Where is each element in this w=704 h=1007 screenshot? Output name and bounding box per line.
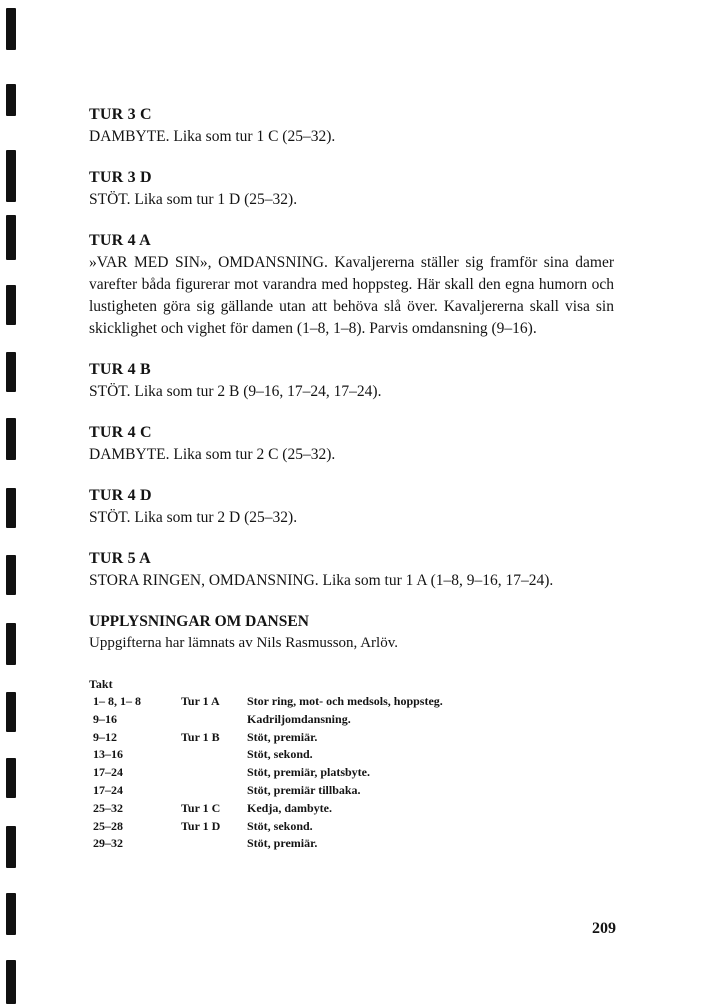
takt-cell: 25–32 [93, 800, 123, 815]
description-cell: Kedja, dambyte. [247, 800, 332, 815]
tur-cell: Tur 1 B [181, 729, 220, 744]
table-row [89, 711, 443, 729]
takt-cell: 29–32 [93, 836, 123, 851]
section-text: STÖT. Lika som tur 2 B (9–16, 17–24, 17–24). [89, 383, 382, 400]
info-subtitle: Uppgifterna har lämnats av Nils Rasmusson, Arlöv. [89, 635, 398, 651]
binding-mark [6, 215, 16, 260]
section-text: STÖT. Lika som tur 1 D (25–32). [89, 191, 298, 208]
section-tur-4c [89, 422, 614, 466]
tur-cell [181, 746, 247, 764]
table-row [89, 818, 443, 836]
table-row [89, 693, 443, 711]
binding-mark [6, 960, 16, 1004]
takt-cell: 9–12 [93, 729, 117, 744]
description-cell: Stöt, sekond. [247, 747, 313, 762]
section-heading: TUR 4 A [89, 232, 151, 249]
takt-table [89, 693, 443, 853]
tur-cell [181, 711, 247, 729]
binding-mark [6, 8, 16, 50]
info-heading: UPPLYSNINGAR OM DANSEN [89, 613, 309, 630]
binding-mark [6, 285, 16, 325]
binding-mark [6, 418, 16, 460]
binding-mark [6, 692, 16, 732]
binding-mark [6, 758, 16, 798]
section-heading: TUR 5 A [89, 550, 151, 567]
section-text: »VAR MED SIN», OMDANSNING. Kavaljererna ställer sig framför sina damer varefter båda figurerar mot varandra med hoppsteg. Här skall den egna humorn och lustigheten göra sig gällande utan att behöva slå över. Kavaljererna skall visa sin skicklighet och vighet för damen (1–8, 1–8). Parvis omdansning (9–16). [89, 254, 614, 337]
tur-cell [181, 782, 247, 800]
description-cell: Stöt, premiär. [247, 836, 318, 851]
description-cell: Stöt, premiär tillbaka. [247, 782, 361, 797]
description-cell: Stöt, premiär. [247, 729, 318, 744]
section-text: STÖT. Lika som tur 2 D (25–32). [89, 509, 298, 526]
takt-cell: 17–24 [93, 782, 123, 797]
binding-marks [0, 0, 40, 1007]
tur-cell: Tur 1 C [181, 800, 221, 815]
section-tur-4a [89, 230, 614, 340]
table-row [89, 746, 443, 764]
tur-cell [181, 835, 247, 853]
section-tur-3c [89, 104, 614, 148]
table-row [89, 782, 443, 800]
table-row [89, 800, 443, 818]
takt-cell: 9–16 [93, 711, 117, 726]
binding-mark [6, 555, 16, 595]
takt-label: Takt [89, 677, 113, 691]
binding-mark [6, 826, 16, 868]
section-heading: TUR 4 C [89, 424, 152, 441]
page-content [89, 104, 614, 853]
section-text: DAMBYTE. Lika som tur 1 C (25–32). [89, 128, 336, 145]
table-row [89, 764, 443, 782]
page-number: 209 [592, 920, 616, 937]
takt-cell: 1– 8, 1– 8 [93, 694, 141, 708]
takt-cell: 17–24 [93, 765, 123, 780]
section-heading: TUR 4 D [89, 487, 152, 504]
section-heading: TUR 4 B [89, 361, 151, 378]
table-row [89, 835, 443, 853]
section-tur-4b [89, 359, 614, 403]
tur-cell: Tur 1 D [181, 818, 221, 833]
binding-mark [6, 84, 16, 116]
description-cell: Stor ring, mot- och medsols, hoppsteg. [247, 694, 443, 708]
section-tur-3d [89, 167, 614, 211]
section-heading: TUR 3 D [89, 169, 152, 186]
binding-mark [6, 352, 16, 392]
description-cell: Kadriljomdansning. [247, 711, 351, 726]
table-row [89, 729, 443, 747]
description-cell: Stöt, sekond. [247, 818, 313, 833]
tur-cell [181, 764, 247, 782]
tur-cell: Tur 1 A [181, 694, 220, 708]
binding-mark [6, 150, 16, 202]
section-text: STORA RINGEN, OMDANSNING. Lika som tur 1 A (1–8, 9–16, 17–24). [89, 572, 554, 589]
section-tur-4d [89, 485, 614, 529]
binding-mark [6, 893, 16, 935]
section-heading: TUR 3 C [89, 106, 152, 123]
section-tur-5a [89, 548, 614, 592]
description-cell: Stöt, premiär, platsbyte. [247, 765, 370, 780]
takt-cell: 13–16 [93, 747, 123, 762]
binding-mark [6, 488, 16, 528]
binding-mark [6, 623, 16, 665]
takt-cell: 25–28 [93, 818, 123, 833]
section-text: DAMBYTE. Lika som tur 2 C (25–32). [89, 446, 336, 463]
